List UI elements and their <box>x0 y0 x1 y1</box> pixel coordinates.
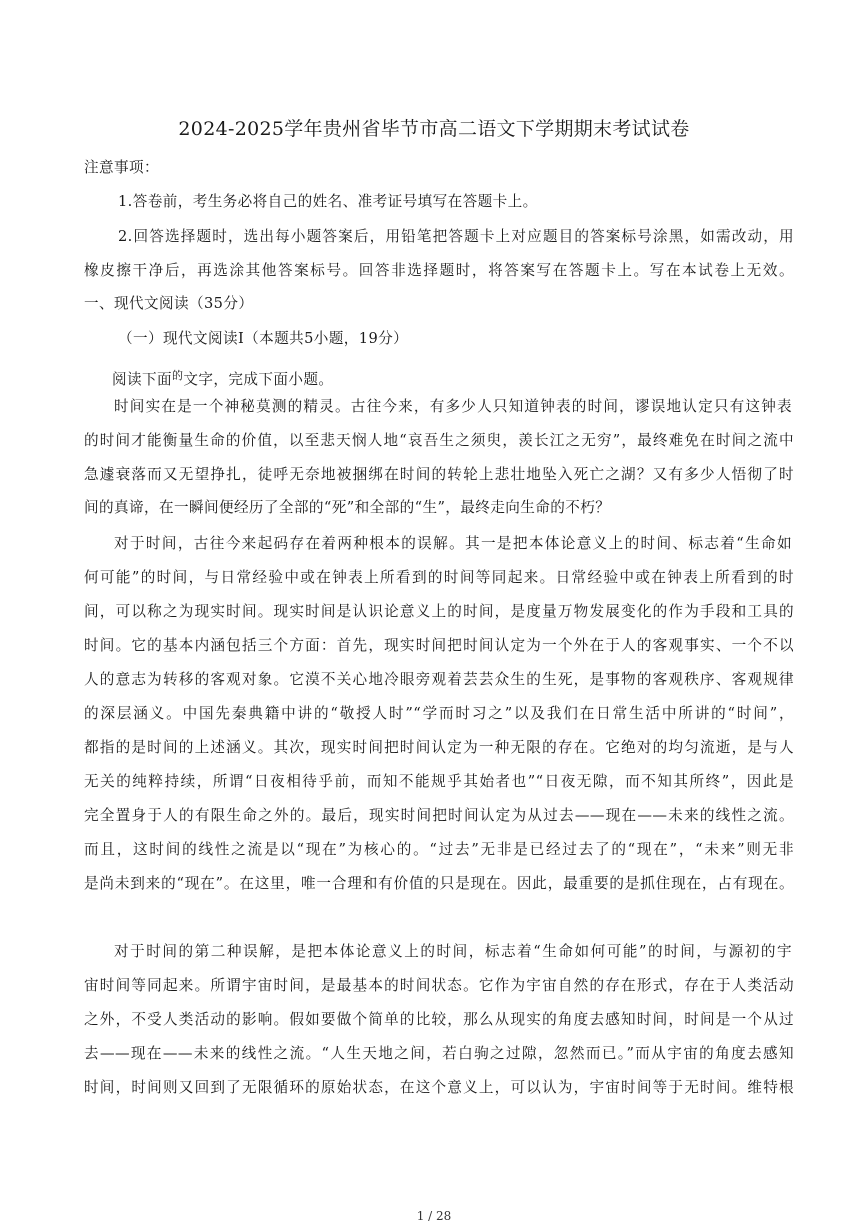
instruction-text-b: 文字，完成下面小题。 <box>183 371 334 388</box>
instruction-superscript: 的 <box>171 369 184 382</box>
paragraph-line: 间的真谛，在一瞬间便经历了全部的“死”和全部的“生”，最终走向生命的不朽？ <box>84 499 611 516</box>
section-heading-1: 一、现代文阅读（35分） <box>84 295 254 312</box>
notice-heading: 注意事项： <box>84 159 159 176</box>
paragraph-line: 间，可以称之为现实时间。现实时间是认识论意义上的时间，是度量万物发展变化的作为手段和工具的 <box>84 603 794 620</box>
subsection-heading-1: （一）现代文阅读Ⅰ（本题共5小题，19分） <box>118 330 409 347</box>
paragraph-line: 对于时间，古往今来起码存在着两种根本的误解。其一是把本体论意义上的时间、标志着“生命如 <box>114 535 792 552</box>
paragraph-line: 之外，不受人类活动的影响。假如要做个简单的比较，那么从现实的角度去感知时间，时间是一个从过 <box>84 1011 794 1028</box>
paragraph-line: 无关的纯粹持续，所谓“日夜相待乎前，而知不能规乎其始者也”“日夜无隙，而不知其所终”，因此是 <box>84 773 794 790</box>
paragraph-line: 宙时间等同起来。所谓宇宙时间，是最基本的时间状态。它作为宇宙自然的存在形式，存在于人类活动 <box>84 977 794 994</box>
paragraph-line: 时间实在是一个神秘莫测的精灵。古往今来，有多少人只知道钟表的时间，谬误地认定只有这钟表 <box>114 398 792 415</box>
paragraph-line: 都指的是时间的上述涵义。其次，现实时间把时间认定为一种无限的存在。它绝对的均匀流逝，是与人 <box>84 739 794 756</box>
document-title: 2024-2025学年贵州省毕节市高二语文下学期期末考试试卷 <box>178 118 690 140</box>
paragraph-line: 人的意志为转移的客观对象。它漠不关心地冷眼旁观着芸芸众生的生死，是事物的客观秩序、客观规律 <box>84 671 794 688</box>
instruction-text-a: 阅读下面 <box>112 371 172 388</box>
paragraph-line: 时间。它的基本内涵包括三个方面：首先，现实时间把时间认定为一个外在于人的客观事实、一个不以 <box>84 637 794 654</box>
paragraph-line: 何可能”的时间，与日常经验中或在钟表上所看到的时间等同起来。日常经验中或在钟表上所看到的时 <box>84 569 794 586</box>
paragraph-line: 对于时间的第二种误解，是把本体论意义上的时间，标志着“生命如何可能”的时间，与源初的宇 <box>114 943 792 960</box>
paragraph-line: 去——现在——未来的线性之流。“人生天地之间，若白驹之过隙，忽然而已。”而从宇宙的角度去感知 <box>84 1045 794 1062</box>
page-number: 1 / 28 <box>416 1209 452 1223</box>
notice-item-2-line-2: 橡皮擦干净后，再选涂其他答案标号。回答非选择题时，将答案写在答题卡上。写在本试卷上无效。 <box>84 262 794 279</box>
paragraph-line: 的时间才能衡量生命的价值，以至悲天悯人地“哀吾生之须臾，羡长江之无穷”，最终难免在时间之流中 <box>84 432 794 449</box>
paragraph-line: 是尚未到来的“现在”。在这里，唯一合理和有价值的只是现在。因此，最重要的是抓住现在，占有现在。 <box>84 875 794 892</box>
paragraph-line: 完全置身于人的有限生命之外的。最后，现实时间把时间认定为从过去——现在——未来的线性之流。 <box>84 807 794 824</box>
paragraph-line: 的深层涵义。中国先秦典籍中讲的“敬授人时”“学而时习之”以及我们在日常生活中所讲的“时间”， <box>84 705 794 722</box>
paragraph-line: 时间，时间则又回到了无限循环的原始状态，在这个意义上，可以认为，宇宙时间等于无时间。维特根 <box>84 1079 794 1096</box>
notice-item-1: 1.答卷前，考生务必将自己的姓名、准考证号填写在答题卡上。 <box>118 193 538 210</box>
reading-instruction <box>112 366 794 390</box>
paragraph-line: 急遽衰落而又无望挣扎，徒呼无奈地被捆绑在时间的转轮上悲壮地坠入死亡之湖？又有多少人悟彻了时 <box>84 466 794 483</box>
notice-item-2-line-1: 2.回答选择题时，选出每小题答案后，用铅笔把答题卡上对应题目的答案标号涂黑，如需改动，用 <box>118 228 794 245</box>
paragraph-line: 而且，这时间的线性之流是以“现在”为核心的。“过去”无非是已经过去了的“现在”，“未来”则无非 <box>84 841 794 858</box>
